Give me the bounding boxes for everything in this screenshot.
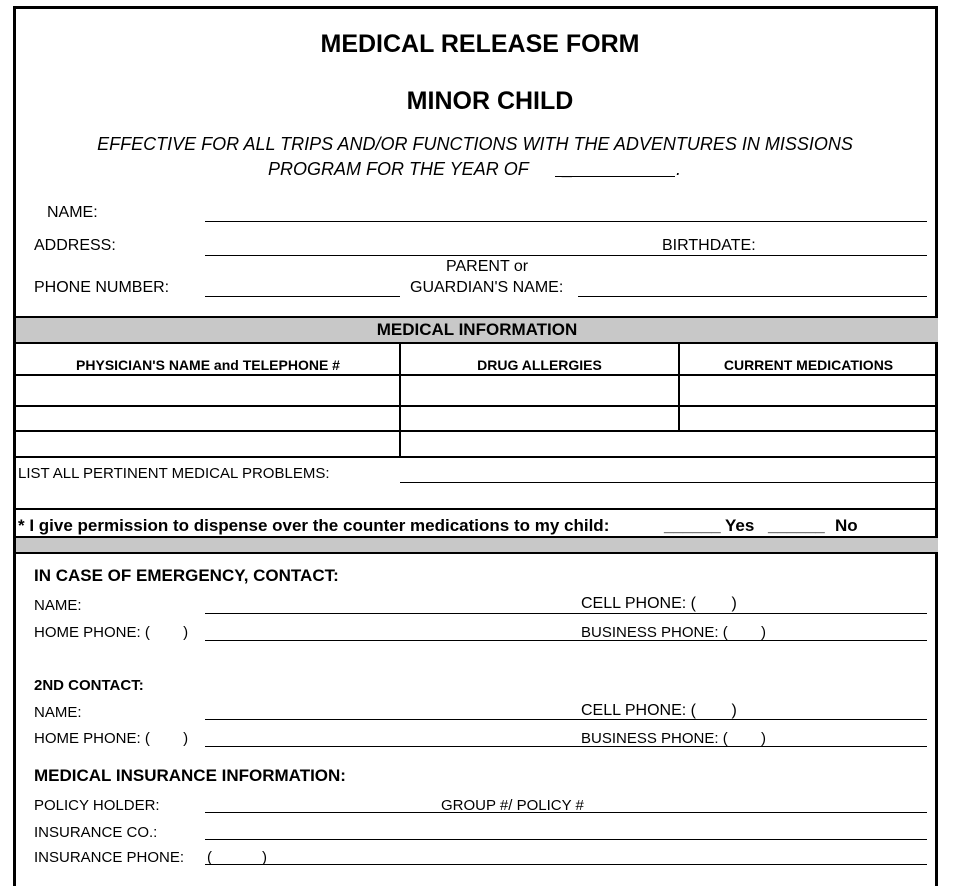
emergency-home-field[interactable] xyxy=(205,640,927,641)
form-subtitle: MINOR CHILD xyxy=(406,87,574,115)
table-row-line xyxy=(16,508,938,510)
year-period: . xyxy=(676,159,682,179)
phone-number-field[interactable] xyxy=(205,296,400,297)
insurance-phone-parens: ( ) xyxy=(207,849,267,866)
table-row-line xyxy=(16,552,938,554)
table-row-line xyxy=(16,456,938,458)
effective-line-1: EFFECTIVE FOR ALL TRIPS AND/OR FUNCTIONS WITH THE ADVENTURES IN MISSIONS xyxy=(97,134,853,154)
table-col-divider xyxy=(678,343,680,432)
policy-holder-label: POLICY HOLDER: xyxy=(34,797,160,814)
emergency-business-label: BUSINESS PHONE: ( ) xyxy=(581,624,767,641)
policy-holder-field[interactable] xyxy=(205,812,927,813)
year-blank-text: _ xyxy=(563,159,574,179)
permission-text: * I give permission to dispense over the counter medications to my child: xyxy=(18,516,610,535)
name-label: NAME: xyxy=(47,204,98,221)
second-cell-label: CELL PHONE: ( ) xyxy=(581,702,737,719)
medical-problems-label: LIST ALL PERTINENT MEDICAL PROBLEMS: xyxy=(18,465,330,482)
col-physician: PHYSICIAN'S NAME and TELEPHONE # xyxy=(76,357,340,373)
emergency-title: IN CASE OF EMERGENCY, CONTACT: xyxy=(34,566,339,585)
parent-label-1: PARENT or xyxy=(446,258,529,275)
col-medications: CURRENT MEDICATIONS xyxy=(723,357,894,373)
emergency-name-field[interactable] xyxy=(205,613,927,614)
emergency-home-label: HOME PHONE: ( ) xyxy=(34,624,189,641)
allergies-cell[interactable] xyxy=(402,376,677,404)
insurance-company-label: INSURANCE CO.: xyxy=(34,824,158,841)
effective-line-2: PROGRAM FOR THE YEAR OF xyxy=(268,159,529,179)
second-business-label: BUSINESS PHONE: ( ) xyxy=(581,730,767,747)
second-contact-title: 2ND CONTACT: xyxy=(34,677,144,694)
phone-number-label: PHONE NUMBER: xyxy=(34,279,170,296)
emergency-name-label: NAME: xyxy=(34,597,82,614)
guardian-name-field[interactable] xyxy=(578,296,927,297)
second-home-label: HOME PHONE: ( ) xyxy=(34,730,189,747)
second-name-label: NAME: xyxy=(34,704,82,721)
birthdate-label: BIRTHDATE: xyxy=(662,237,756,254)
table-row-line xyxy=(16,405,938,407)
second-home-field[interactable] xyxy=(205,746,927,747)
group-policy-label: GROUP #/ POLICY # xyxy=(441,797,584,814)
address-field[interactable] xyxy=(205,255,927,256)
parent-label-2: GUARDIAN'S NAME: xyxy=(410,279,564,296)
no-label: No xyxy=(835,516,858,535)
address-label: ADDRESS: xyxy=(34,237,116,254)
table-row-line xyxy=(16,430,938,432)
separator-bar xyxy=(16,538,938,552)
table-col-divider xyxy=(399,343,401,456)
physician-cell[interactable] xyxy=(18,376,398,404)
no-blank[interactable]: ______ xyxy=(768,516,825,535)
insurance-phone-label: INSURANCE PHONE: xyxy=(34,849,185,866)
insurance-company-field[interactable] xyxy=(205,839,927,840)
emergency-cell-label: CELL PHONE: ( ) xyxy=(581,595,737,612)
medical-problems-field[interactable] xyxy=(400,482,938,483)
second-name-field[interactable] xyxy=(205,719,927,720)
year-field[interactable] xyxy=(555,176,675,177)
form-title: MEDICAL RELEASE FORM xyxy=(320,30,640,58)
yes-blank[interactable]: ______ xyxy=(664,516,721,535)
medical-section-title: MEDICAL INFORMATION xyxy=(376,320,578,339)
table-top-line xyxy=(16,342,938,344)
medications-cell[interactable] xyxy=(681,376,936,404)
col-allergies: DRUG ALLERGIES xyxy=(477,357,602,373)
insurance-phone-field[interactable] xyxy=(205,864,927,865)
yes-label: Yes xyxy=(725,516,755,535)
insurance-title: MEDICAL INSURANCE INFORMATION: xyxy=(34,766,346,785)
name-field[interactable] xyxy=(205,221,927,222)
